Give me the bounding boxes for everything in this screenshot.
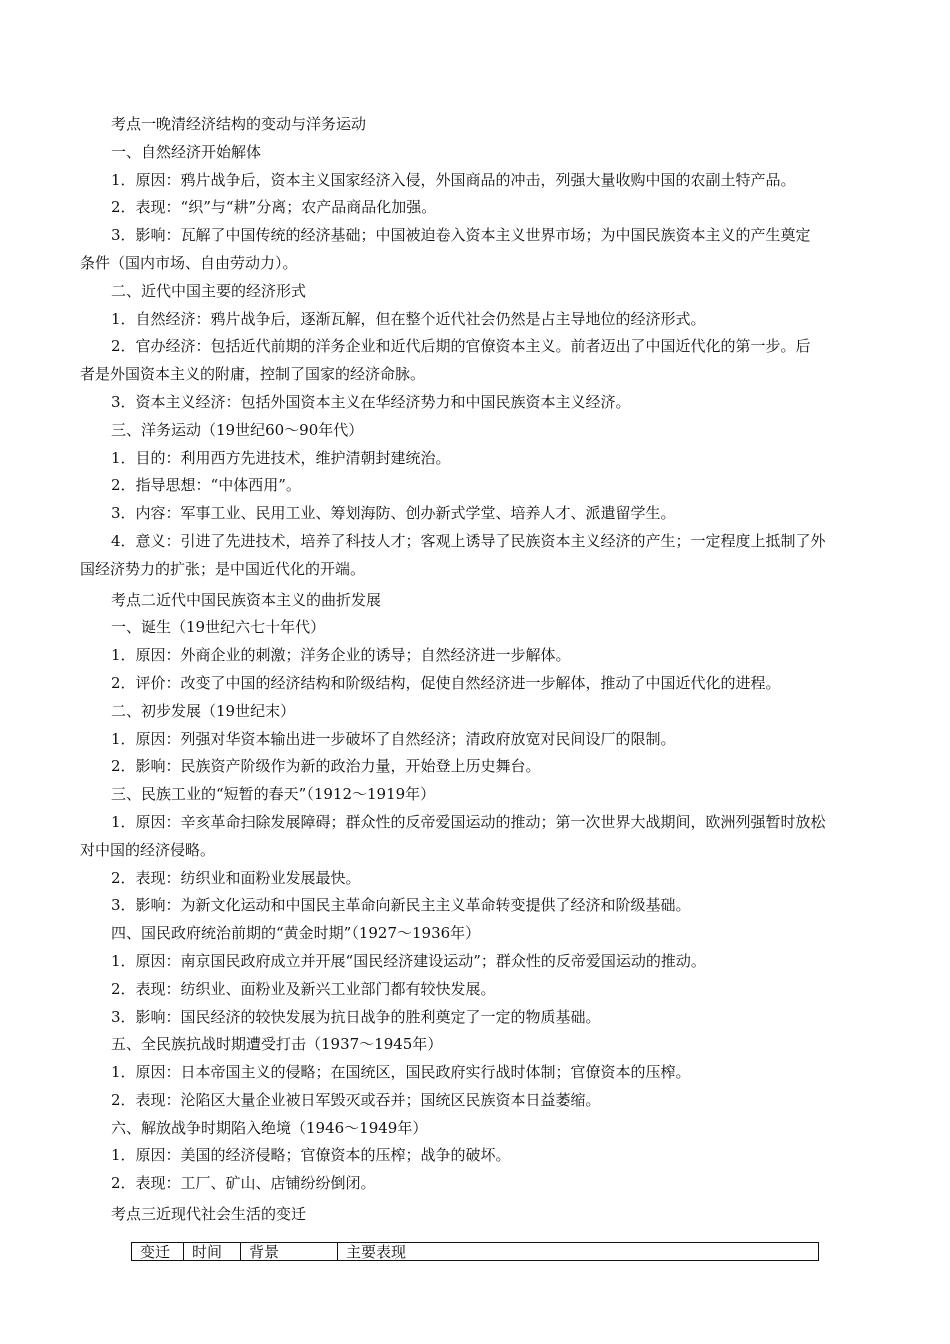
- list-item: 2．影响：民族资产阶级作为新的政治力量，开始登上历史舞台。: [111, 757, 541, 776]
- list-item: 2．表现：沦陷区大量企业被日军毁灭或吞并；国统区民族资本日益萎缩。: [111, 1090, 601, 1109]
- list-item: 1．原因：外商企业的刺激；洋务企业的诱导；自然经济进一步解体。: [111, 646, 571, 665]
- list-item: 2．表现：纺织业和面粉业发展最快。: [111, 868, 361, 887]
- subsection-heading: 三、民族工业的“短暂的春天”（1912～1919年）: [111, 785, 436, 804]
- section-title: 考点二近代中国民族资本主义的曲折发展: [111, 590, 382, 609]
- list-item: 3．资本主义经济：包括外国资本主义在华经济势力和中国民族资本主义经济。: [111, 392, 631, 411]
- list-item: 2．指导思想：“中体西用”。: [111, 476, 301, 495]
- subsection-heading: 一、诞生（19世纪六七十年代）: [111, 618, 326, 637]
- list-item: 2．表现：“织”与“耕”分离；农产品商品化加强。: [111, 198, 437, 217]
- table-header-time: 时间: [184, 1243, 241, 1260]
- list-item: 1．原因：鸦片战争后，资本主义国家经济入侵，外国商品的冲击，列强大量收购中国的农副土特产品。: [111, 170, 796, 189]
- list-item: 者是外国资本主义的附庸，控制了国家的经济命脉。: [80, 365, 426, 384]
- list-item: 2．官办经济：包括近代前期的洋务企业和近代后期的官僚资本主义。前者迈出了中国近代化的第一步。后: [111, 337, 811, 356]
- table-header-change: 变迁: [132, 1243, 184, 1260]
- list-item: 条件（国内市场、自由劳动力）。: [80, 253, 298, 272]
- subsection-heading: 三、洋务运动（19世纪60～90年代）: [111, 420, 364, 439]
- table-header-main-manifestation: 主要表现: [346, 1243, 407, 1261]
- list-item: 1．原因：南京国民政府成立并开展“国民经济建设运动”；群众性的反帝爱国运动的推动。: [111, 951, 706, 970]
- list-item: 1．原因：日本帝国主义的侵略；在国统区，国民政府实行战时体制；官僚资本的压榨。: [111, 1063, 691, 1082]
- list-item: 2．评价：改变了中国的经济结构和阶级结构，促使自然经济进一步解体，推动了中国近代化的进程。: [111, 673, 781, 692]
- list-item: 1．原因：列强对华资本输出进一步破坏了自然经济；清政府放宽对民间设厂的限制。: [111, 729, 676, 748]
- list-item: 3．影响：国民经济的较快发展为抗日战争的胜利奠定了一定的物质基础。: [111, 1007, 601, 1026]
- subsection-heading: 六、解放战争时期陷入绝境（1946～1949年）: [111, 1118, 428, 1137]
- social-change-table: [131, 1242, 819, 1261]
- list-item: 1．目的：利用西方先进技术，维护清朝封建统治。: [111, 448, 451, 467]
- list-item: 1．原因：美国的经济侵略；官僚资本的压榨；战争的破坏。: [111, 1146, 511, 1165]
- list-item: 2．表现：工厂、矿山、店铺纷纷倒闭。: [111, 1174, 376, 1193]
- subsection-heading: 二、近代中国主要的经济形式: [111, 281, 307, 300]
- list-item: 国经济势力的扩张；是中国近代化的开端。: [80, 559, 366, 578]
- list-item: 3．内容：军事工业、民用工业、筹划海防、创办新式学堂、培养人才、派遣留学生。: [111, 504, 676, 523]
- table-header-background: 背景: [241, 1243, 338, 1260]
- subsection-heading: 五、全民族抗战时期遭受打击（1937～1945年）: [111, 1035, 443, 1054]
- subsection-heading: 二、初步发展（19世纪末）: [111, 701, 296, 720]
- list-item: 2．表现：纺织业、面粉业及新兴工业部门都有较快发展。: [111, 979, 496, 998]
- list-item: 3．影响：为新文化运动和中国民主革命向新民主主义革命转变提供了经济和阶级基础。: [111, 896, 691, 915]
- document-body: [80, 108, 876, 1229]
- list-item: 4．意义：引进了先进技术，培养了科技人才；客观上诱导了民族资本主义经济的产生；一定程度上抵制了外: [111, 531, 826, 550]
- list-item: 1．自然经济：鸦片战争后，逐渐瓦解，但在整个近代社会仍然是占主导地位的经济形式。: [111, 309, 706, 328]
- list-item: 对中国的经济侵略。: [80, 840, 216, 859]
- section-title: 考点一晚清经济结构的变动与洋务运动: [111, 115, 367, 133]
- subsection-heading: 四、国民政府统治前期的“黄金时期”（1927～1936年）: [111, 924, 481, 943]
- section-title: 考点三近现代社会生活的变迁: [111, 1205, 307, 1224]
- list-item: 3．影响：瓦解了中国传统的经济基础；中国被迫卷入资本主义世界市场；为中国民族资本主义的产生奠定: [111, 226, 811, 245]
- list-item: 1．原因：辛亥革命扫除发展障碍；群众性的反帝爱国运动的推动；第一次世界大战期间，欧洲列强暂时放松: [111, 812, 826, 831]
- subsection-heading: 一、自然经济开始解体: [111, 142, 262, 161]
